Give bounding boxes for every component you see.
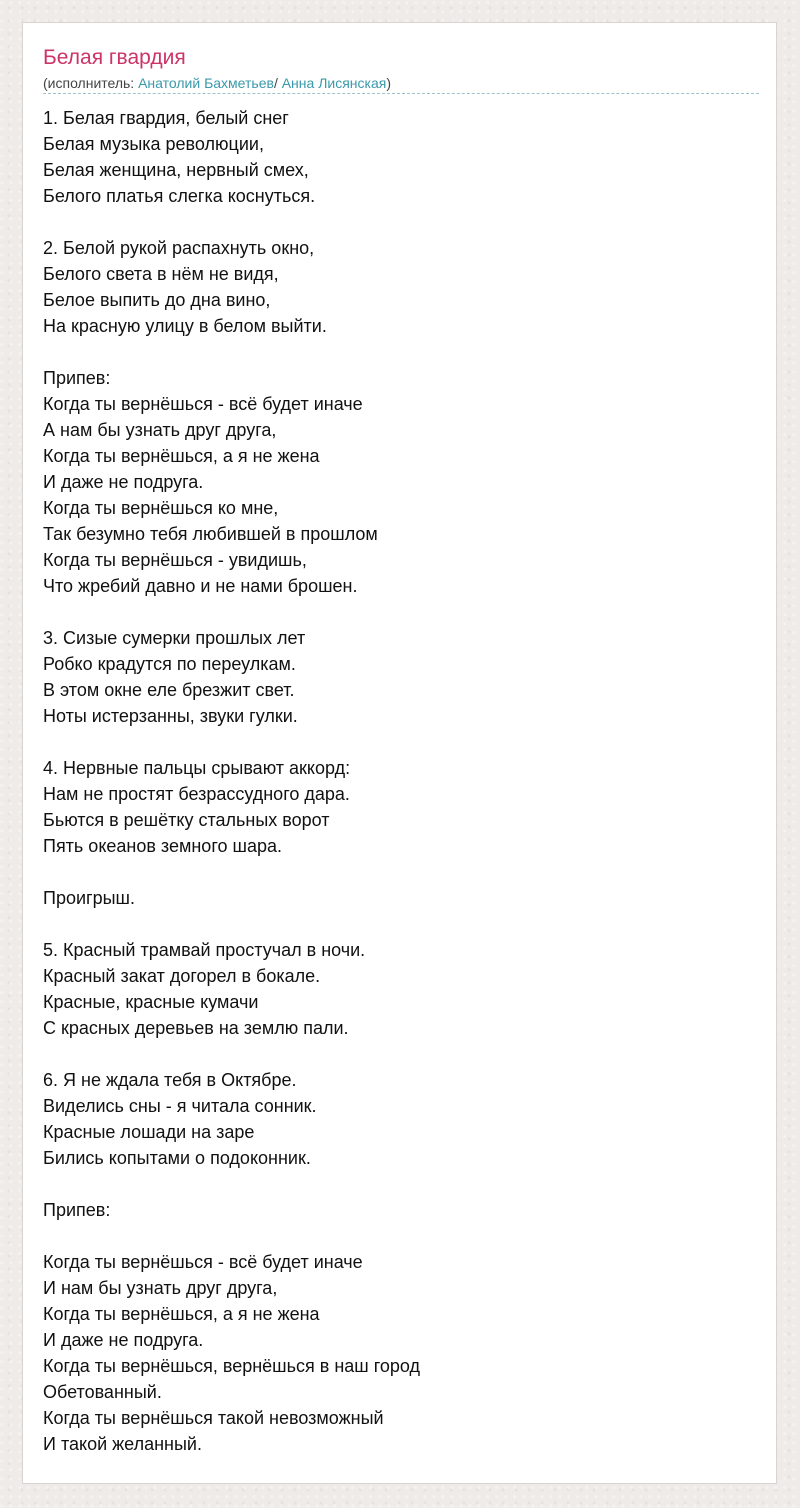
artist-line [43, 74, 391, 92]
lyrics-line: И нам бы узнать друг друга, [43, 1278, 278, 1298]
lyrics-line: Пять океанов земного шара. [43, 836, 282, 856]
lyrics-line: Белое выпить до дна вино, [43, 290, 271, 310]
lyrics-line: Что жребий давно и не нами брошен. [43, 576, 358, 596]
lyrics-line: 2. Белой рукой распахнуть окно, [43, 238, 315, 258]
lyrics-line: Обетованный. [43, 1382, 162, 1402]
lyrics-line: 3. Сизые сумерки прошлых лет [43, 628, 306, 648]
lyrics-line: И такой желанный. [43, 1434, 202, 1454]
lyrics-line: Когда ты вернёшься - всё будет иначе [43, 1252, 363, 1272]
lyrics-blank-line [43, 1223, 759, 1249]
lyrics-line: Белого платья слегка коснуться. [43, 186, 316, 206]
artist-prefix: (исполнитель: [43, 75, 139, 91]
lyrics-line: Виделись сны - я читала сонник. [43, 1096, 317, 1116]
lyrics-line: С красных деревьев на землю пали. [43, 1018, 349, 1038]
lyrics-line: И даже не подруга. [43, 1330, 204, 1350]
lyrics-line: Когда ты вернёшься - всё будет иначе [43, 394, 363, 414]
lyrics-blank-line [43, 209, 759, 235]
lyrics-line: В этом окне еле брезжит свет. [43, 680, 295, 700]
lyrics-line: Бьются в решётку стальных ворот [43, 810, 330, 830]
lyrics-line: Бились копытами о подоконник. [43, 1148, 311, 1168]
lyrics-line: Когда ты вернёшься ко мне, [43, 498, 279, 518]
lyrics-line: Припев: [43, 368, 111, 388]
lyrics-line: 5. Красный трамвай простучал в ночи. [43, 940, 366, 960]
lyrics-line: Красные, красные кумачи [43, 992, 259, 1012]
lyrics-line: Белая женщина, нервный смех, [43, 160, 309, 180]
lyrics-line: Когда ты вернёшься, а я не жена [43, 1304, 320, 1324]
lyrics-line: Нам не простят безрассудного дара. [43, 784, 350, 804]
lyrics-line: Красный закат догорел в бокале. [43, 966, 321, 986]
lyrics-blank-line [43, 911, 759, 937]
song-title: Белая гвардия [43, 46, 186, 69]
lyrics-line: Когда ты вернёшься, вернёшься в наш город [43, 1356, 421, 1376]
lyrics-line: Когда ты вернёшься, а я не жена [43, 446, 320, 466]
lyrics-blank-line [43, 729, 759, 755]
lyrics-line: Когда ты вернёшься - увидишь, [43, 550, 307, 570]
artist-link-2[interactable]: Анна Лисянская [281, 75, 387, 91]
lyrics-blank-line [43, 1171, 759, 1197]
lyrics-text [43, 105, 759, 1457]
lyrics-line: Красные лошади на заре [43, 1122, 255, 1142]
lyrics-line: Робко крадутся по переулкам. [43, 654, 296, 674]
artist-separator: / [273, 75, 282, 91]
lyrics-line: И даже не подруга. [43, 472, 204, 492]
artist-suffix: ) [386, 75, 391, 91]
lyrics-line: На красную улицу в белом выйти. [43, 316, 327, 336]
lyrics-line: Белого света в нём не видя, [43, 264, 279, 284]
lyrics-line: 4. Нервные пальцы срывают аккорд: [43, 758, 351, 778]
lyrics-line: Проигрыш. [43, 888, 135, 908]
lyrics-line: А нам бы узнать друг друга, [43, 420, 277, 440]
lyrics-line: Когда ты вернёшься такой невозможный [43, 1408, 384, 1428]
lyrics-line: Ноты истерзанны, звуки гулки. [43, 706, 298, 726]
lyrics-line: Так безумно тебя любившей в прошлом [43, 524, 378, 544]
lyrics-blank-line [43, 859, 759, 885]
lyrics-blank-line [43, 1041, 759, 1067]
lyrics-line: Белая музыка революции, [43, 134, 264, 154]
lyrics-blank-line [43, 339, 759, 365]
lyrics-line: 1. Белая гвардия, белый снег [43, 108, 289, 128]
artist-link-1[interactable]: Анатолий Бахметьев [138, 75, 274, 91]
lyrics-card [22, 22, 777, 1484]
title-divider [43, 93, 759, 94]
lyrics-line: 6. Я не ждала тебя в Октябре. [43, 1070, 297, 1090]
lyrics-line: Припев: [43, 1200, 111, 1220]
lyrics-blank-line [43, 599, 759, 625]
